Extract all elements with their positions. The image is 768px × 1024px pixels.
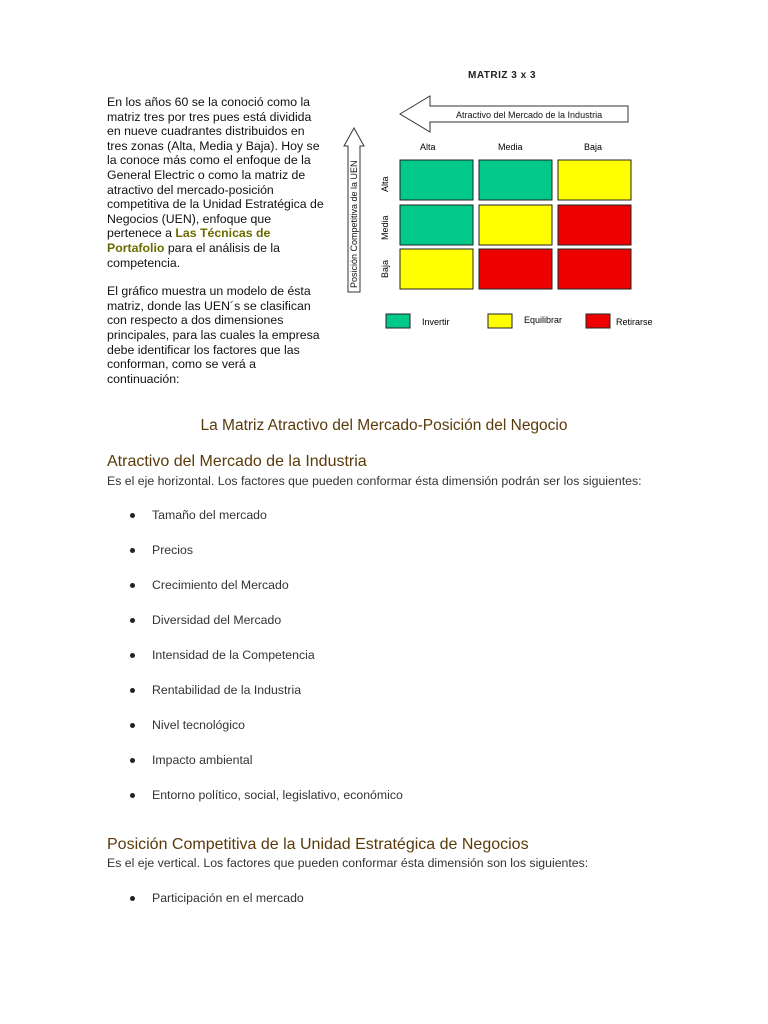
main-title: La Matriz Atractivo del Mercado-Posición del Negocio [200,417,568,434]
portfolio-techniques-link[interactable]: Las Técnicas de Portafolio [107,226,271,255]
row-header-baja: Baja [380,259,390,278]
matrix-title: MATRIZ 3 x 3 [468,70,537,81]
col-header-media: Media [498,142,523,152]
matrix-figure [340,60,670,360]
matrix-cell-r1-c3 [558,160,631,200]
matrix-cell-r3-c2 [479,249,552,289]
col-header-alta: Alta [420,142,436,152]
matrix-cell-r1-c2 [479,160,552,200]
matrix-cells [400,160,631,289]
list-item: Rentabilidad de la Industria [130,683,403,718]
matrix-cell-r1-c1 [400,160,473,200]
intro-text [107,95,325,400]
row-header-alta: Alta [380,176,390,192]
list-item: Impacto ambiental [130,753,403,788]
list-item: Diversidad del Mercado [130,613,403,648]
legend-label-withdraw: Retirarse [616,317,653,327]
section1-heading: Atractivo del Mercado de la Industria [107,453,367,470]
y-axis-label: Posición Competitiva de la UEN [349,160,359,288]
matrix-cell-r3-c1 [400,249,473,289]
intro-paragraph-2: El gráfico muestra un modelo de ésta matriz, donde las UEN´s se clasifican con respecto a dos dimensiones principales, para las cuales la empresa debe identificar los factores que las conforman, como se verá a continuación: [107,284,320,386]
legend-swatch-invest [386,314,410,328]
legend-label-balance: Equilibrar [524,315,563,325]
row-header-media: Media [380,215,390,240]
section1-list [130,508,403,823]
list-item: Precios [130,543,403,578]
list-item: Entorno político, social, legislativo, económico [130,788,403,823]
matrix-cell-r2-c1 [400,205,473,245]
matrix-cell-r2-c2 [479,205,552,245]
matrix-cell-r2-c3 [558,205,631,245]
section2-list [130,891,304,926]
list-item: Nivel tecnológico [130,718,403,753]
intro-paragraph-1: En los años 60 se la conoció como la matriz tres por tres pues está dividida en nueve cuadrantes distribuidos en tres zonas (Alta, Media y Baja). Hoy se la conoce más como el enfoque de la General Electric o como la matriz de atractivo del mercado-posición competitiva de la Unidad Estratégica de Negocios (UEN), enfoque que pertenece a Las Técnicas de Portafolio para el análisis de la competencia. [107,95,324,270]
section2-description: Es el eje vertical. Los factores que pueden conformar ésta dimensión son los siguientes: [107,856,589,870]
x-axis-label: Atractivo del Mercado de la Industria [456,110,603,120]
section2-heading: Posición Competitiva de la Unidad Estratégica de Negocios [107,836,529,853]
legend-label-invest: Invertir [422,317,450,327]
legend-swatch-withdraw [586,314,610,328]
matrix-diagram [340,60,670,360]
list-item: Tamaño del mercado [130,508,403,543]
section1-description: Es el eje horizontal. Los factores que pueden conformar ésta dimensión podrán ser los siguientes: [107,474,642,488]
list-item: Participación en el mercado [130,891,304,926]
matrix-cell-r3-c3 [558,249,631,289]
list-item: Crecimiento del Mercado [130,578,403,613]
legend-swatch-balance [488,314,512,328]
list-item: Intensidad de la Competencia [130,648,403,683]
col-header-baja: Baja [584,142,603,152]
